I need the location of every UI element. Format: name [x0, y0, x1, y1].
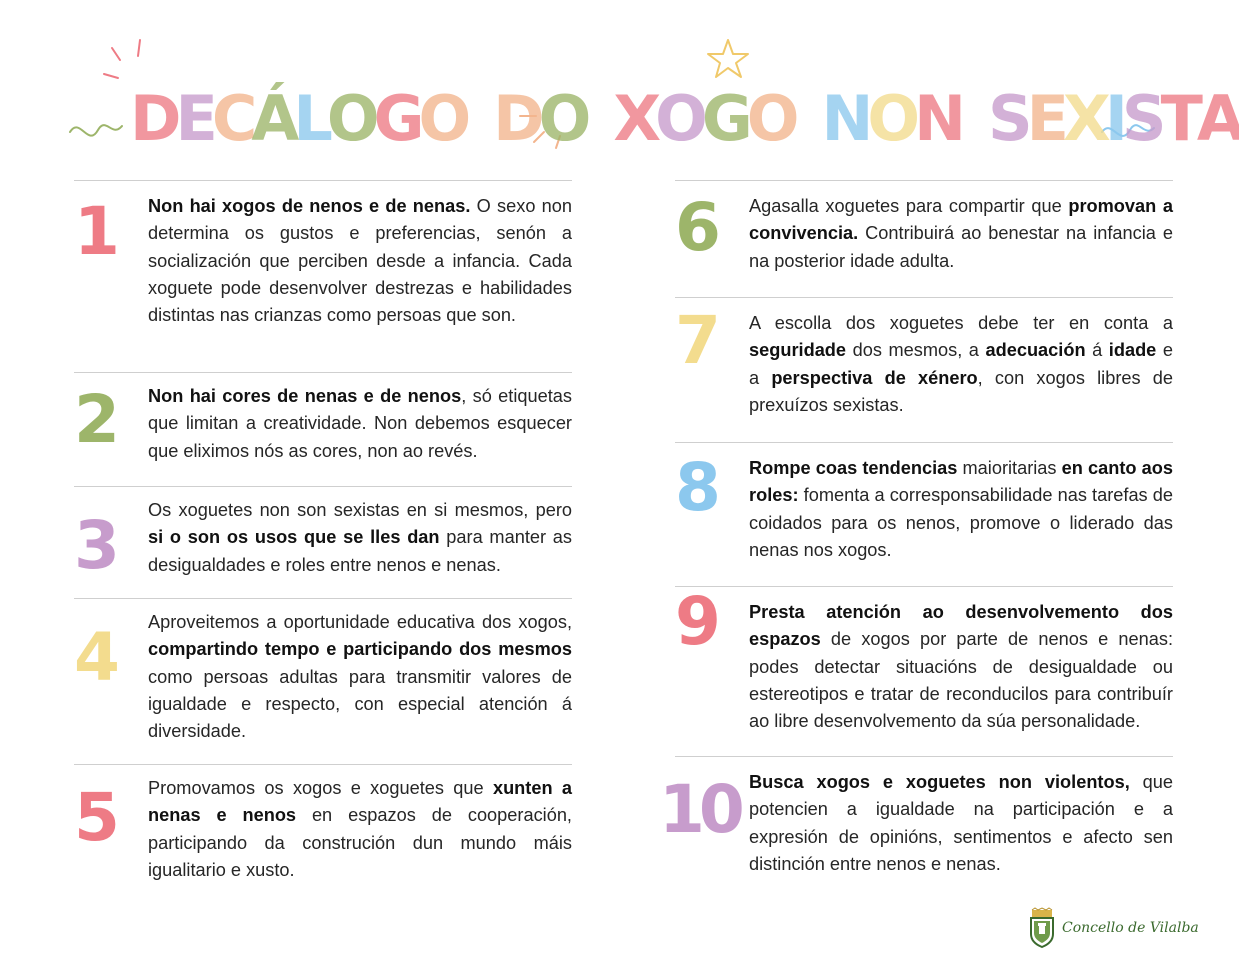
item-text-bold: Non hai cores de nenas e de nenos [148, 386, 462, 406]
item-text-bold: Rompe coas tendencias [749, 458, 958, 478]
title-banner [0, 30, 1239, 160]
item-text-span: como persoas adultas para transmitir valores de igualdade e respecto, con especial atención á diversidade. [148, 666, 572, 742]
column-left [74, 180, 572, 894]
item-text [148, 775, 572, 884]
item-number: 2 [74, 381, 114, 458]
column-right [659, 180, 1174, 896]
item-text [148, 193, 572, 329]
item-text-span: , só etiquetas que limitan a creatividade. Non debemos esquecer que eliximos nós as cores, non ao revés. [148, 386, 572, 461]
item-text-span: á [1085, 340, 1109, 361]
item-text [749, 310, 1173, 419]
sparkle-dash-icon [104, 74, 118, 78]
item-text-bold: adecuación [985, 340, 1086, 361]
list-item [675, 583, 1173, 756]
list-item [675, 180, 1173, 297]
title-letter: D [130, 81, 176, 155]
item-text-span: maioritarias [957, 458, 1062, 478]
title-letter: X [1063, 81, 1105, 155]
title-letter: O [326, 81, 374, 155]
title-letter: N [914, 81, 960, 155]
item-number: 4 [74, 619, 114, 696]
title-letter: S [1121, 81, 1161, 155]
item-number: 7 [675, 302, 715, 379]
item-text-span: Os xoguetes non son sexistas en si mesmos, pero [148, 500, 572, 520]
title-letter: S [988, 81, 1027, 155]
item-text-span: Promovamos os xogos e xoguetes que [148, 778, 493, 798]
item-number: 6 [675, 189, 715, 266]
item-text-span: de xogos por parte de nenos e nenas: podes detectar situacións de desigualdade ou estereotipos e tratar de reconducilos para contribuír ao libre desenvolvemento da súa personalidade. [749, 629, 1173, 732]
item-text-bold: xunten a nenas e nenos [148, 778, 572, 826]
item-text [749, 769, 1173, 878]
title-word [613, 82, 793, 155]
sparkle-dash-icon [112, 48, 120, 60]
item-text-span: en espazos de cooperación, participando da construción dun mundo máis igualitario e xusto. [148, 805, 572, 880]
title-letter: D [493, 81, 539, 155]
item-number: 9 [675, 583, 715, 660]
item-text [148, 383, 572, 465]
title-word [988, 82, 1239, 155]
item-text-span: O sexo non determina os gustos e preferencias, senón a socialización que perciben desde a infancia. Cada xoguete pode desenvolver destrezas e habilidades distintas nas crianzas como persoas que son. [148, 196, 572, 326]
list-item [675, 297, 1173, 442]
title-letter: I [1104, 81, 1122, 155]
item-text-span: , con xogos libres de prexuízos sexistas. [749, 367, 1173, 415]
item-number: 1 [74, 193, 114, 270]
item-text-bold: seguridade [749, 340, 847, 361]
title-word [493, 82, 585, 155]
list-item [74, 372, 572, 486]
item-text-span: para manter as desigualdades e roles entre nenos e nenas. [148, 527, 572, 575]
coat-of-arms-icon [1028, 908, 1056, 948]
item-number: 10 [659, 771, 739, 848]
title-letter: O [655, 81, 702, 155]
title-letter: Á [251, 81, 294, 155]
title-letter: T [1160, 81, 1197, 155]
page-title [130, 68, 1239, 168]
item-text-bold: idade [1108, 340, 1157, 361]
title-letter: O [867, 81, 915, 155]
item-text-span: que potencien a igualdade na participación e a expresión de opinións, sentimentos e afecto sen distinción entre nenos e nenas. [749, 772, 1173, 874]
item-text-bold: Presta atención ao desenvolvemento dos espazos [749, 602, 1173, 650]
title-letter: O [538, 81, 586, 155]
item-text-span: e a [749, 340, 1173, 388]
list-item [74, 180, 572, 372]
item-text-span: Contribuirá ao benestar na infancia e na posterior idade adulta. [749, 223, 1173, 271]
title-letter: A [1196, 81, 1239, 155]
item-text-bold: en canto aos roles: [749, 458, 1173, 506]
title-letter: L [293, 81, 327, 155]
title-letter: O [418, 81, 466, 155]
item-text [749, 455, 1173, 564]
sparkle-dash-icon [138, 40, 140, 56]
title-letter: G [701, 81, 747, 155]
concello-logo [1028, 906, 1198, 950]
title-letter: X [613, 81, 656, 155]
item-text-span: Agasalla xoguetes para compartir que [749, 196, 1069, 216]
logo-text: Concello de Vilalba [1062, 920, 1199, 936]
item-number: 5 [74, 779, 114, 856]
item-text-span: fomenta a corresponsabilidade nas tarefas de coidados para os nenos, promove o liderado das nenas nos xogos. [749, 485, 1173, 560]
item-text-bold: Non hai xogos de nenos e de nenas. [148, 196, 471, 216]
item-text-span: dos mesmos, a [846, 340, 986, 361]
list-item [74, 598, 572, 764]
item-text [148, 497, 572, 579]
item-text-bold: compartindo tempo e participando dos mesmos [148, 639, 572, 660]
title-letter: O [746, 81, 794, 155]
title-letter: E [175, 81, 212, 155]
item-text-span: A escolla dos xoguetes debe ter en conta a [749, 313, 1173, 333]
item-text-bold: Busca xogos e xoguetes non violentos, [749, 772, 1130, 792]
item-text-bold: si o son os usos que se lles dan [148, 527, 440, 548]
item-text [749, 599, 1173, 735]
item-text-span: Aproveitemos a oportunidade educativa dos xogos, [148, 612, 572, 632]
item-text-bold: perspectiva de xénero [771, 367, 978, 388]
item-text-bold: promovan a convivencia. [749, 196, 1174, 244]
title-letter: N [821, 81, 868, 155]
item-number: 8 [675, 449, 715, 526]
list-item [675, 442, 1173, 586]
item-text [749, 193, 1173, 275]
item-text [148, 609, 572, 745]
title-word [130, 82, 465, 155]
title-word [822, 82, 961, 155]
title-letter: G [373, 81, 419, 155]
squiggle-left-icon [70, 125, 122, 136]
list-item [74, 764, 572, 894]
title-letter: E [1026, 81, 1064, 155]
title-letter: C [211, 81, 252, 155]
list-item [659, 756, 1173, 896]
item-number: 3 [74, 507, 114, 584]
list-item [74, 486, 572, 598]
